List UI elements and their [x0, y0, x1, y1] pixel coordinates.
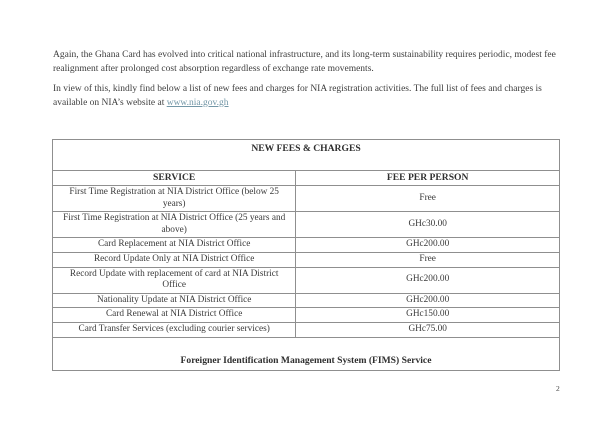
service-cell: Nationality Update at NIA District Office	[53, 293, 296, 308]
table-row	[53, 322, 560, 337]
table-row	[53, 238, 560, 253]
col-header-fee-per-person: FEE PER PERSON	[296, 171, 560, 186]
table-title-row	[53, 140, 560, 171]
column-header-row	[53, 171, 560, 186]
fees-table	[52, 139, 560, 371]
table-row	[53, 252, 560, 267]
table-row	[53, 186, 560, 212]
fims-section-heading: Foreigner Identification Management System (FIMS) Service	[53, 337, 560, 370]
fee-cell: GHc200.00	[296, 238, 560, 253]
fims-section-row	[53, 337, 560, 370]
table-row	[53, 267, 560, 293]
service-cell: First Time Registration at NIA District Office (below 25 years)	[53, 186, 296, 212]
fee-cell: GHc30.00	[296, 212, 560, 238]
service-cell: Record Update with replacement of card at NIA District Office	[53, 267, 296, 293]
paragraph-sustainability: Again, the Ghana Card has evolved into critical national infrastructure, and its long-term sustainability requires periodic, modest fee realignment after prolonged cost absorption regardless of exchange rate movements.	[53, 50, 556, 74]
fee-cell: GHc200.00	[296, 293, 560, 308]
paragraph-new-fees-text: In view of this, kindly find below a list of new fees and charges for NIA registration activities. The full list of fees and charges is available on NIA’s website at	[53, 84, 542, 108]
fee-cell: Free	[296, 186, 560, 212]
fees-table-head	[53, 140, 560, 186]
fee-cell: GHc150.00	[296, 308, 560, 323]
fee-cell: GHc75.00	[296, 322, 560, 337]
service-cell: Record Update Only at NIA District Office	[53, 252, 296, 267]
page-number: 2	[556, 384, 560, 393]
fee-cell: GHc200.00	[296, 267, 560, 293]
table-row	[53, 308, 560, 323]
fees-table-foot	[53, 337, 560, 370]
nia-website-link[interactable]: www.nia.gov.gh	[166, 97, 229, 108]
service-cell: Card Renewal at NIA District Office	[53, 308, 296, 323]
intro-text-block	[53, 49, 565, 117]
col-header-service: SERVICE	[53, 171, 296, 186]
service-cell: Card Replacement at NIA District Office	[53, 238, 296, 253]
paragraph-new-fees	[53, 83, 565, 110]
table-title: NEW FEES & CHARGES	[53, 140, 560, 171]
fee-cell: Free	[296, 252, 560, 267]
table-body	[53, 186, 560, 338]
table-row	[53, 212, 560, 238]
service-cell: First Time Registration at NIA District Office (25 years and above)	[53, 212, 296, 238]
table-row	[53, 293, 560, 308]
service-cell: Card Transfer Services (excluding courier services)	[53, 322, 296, 337]
